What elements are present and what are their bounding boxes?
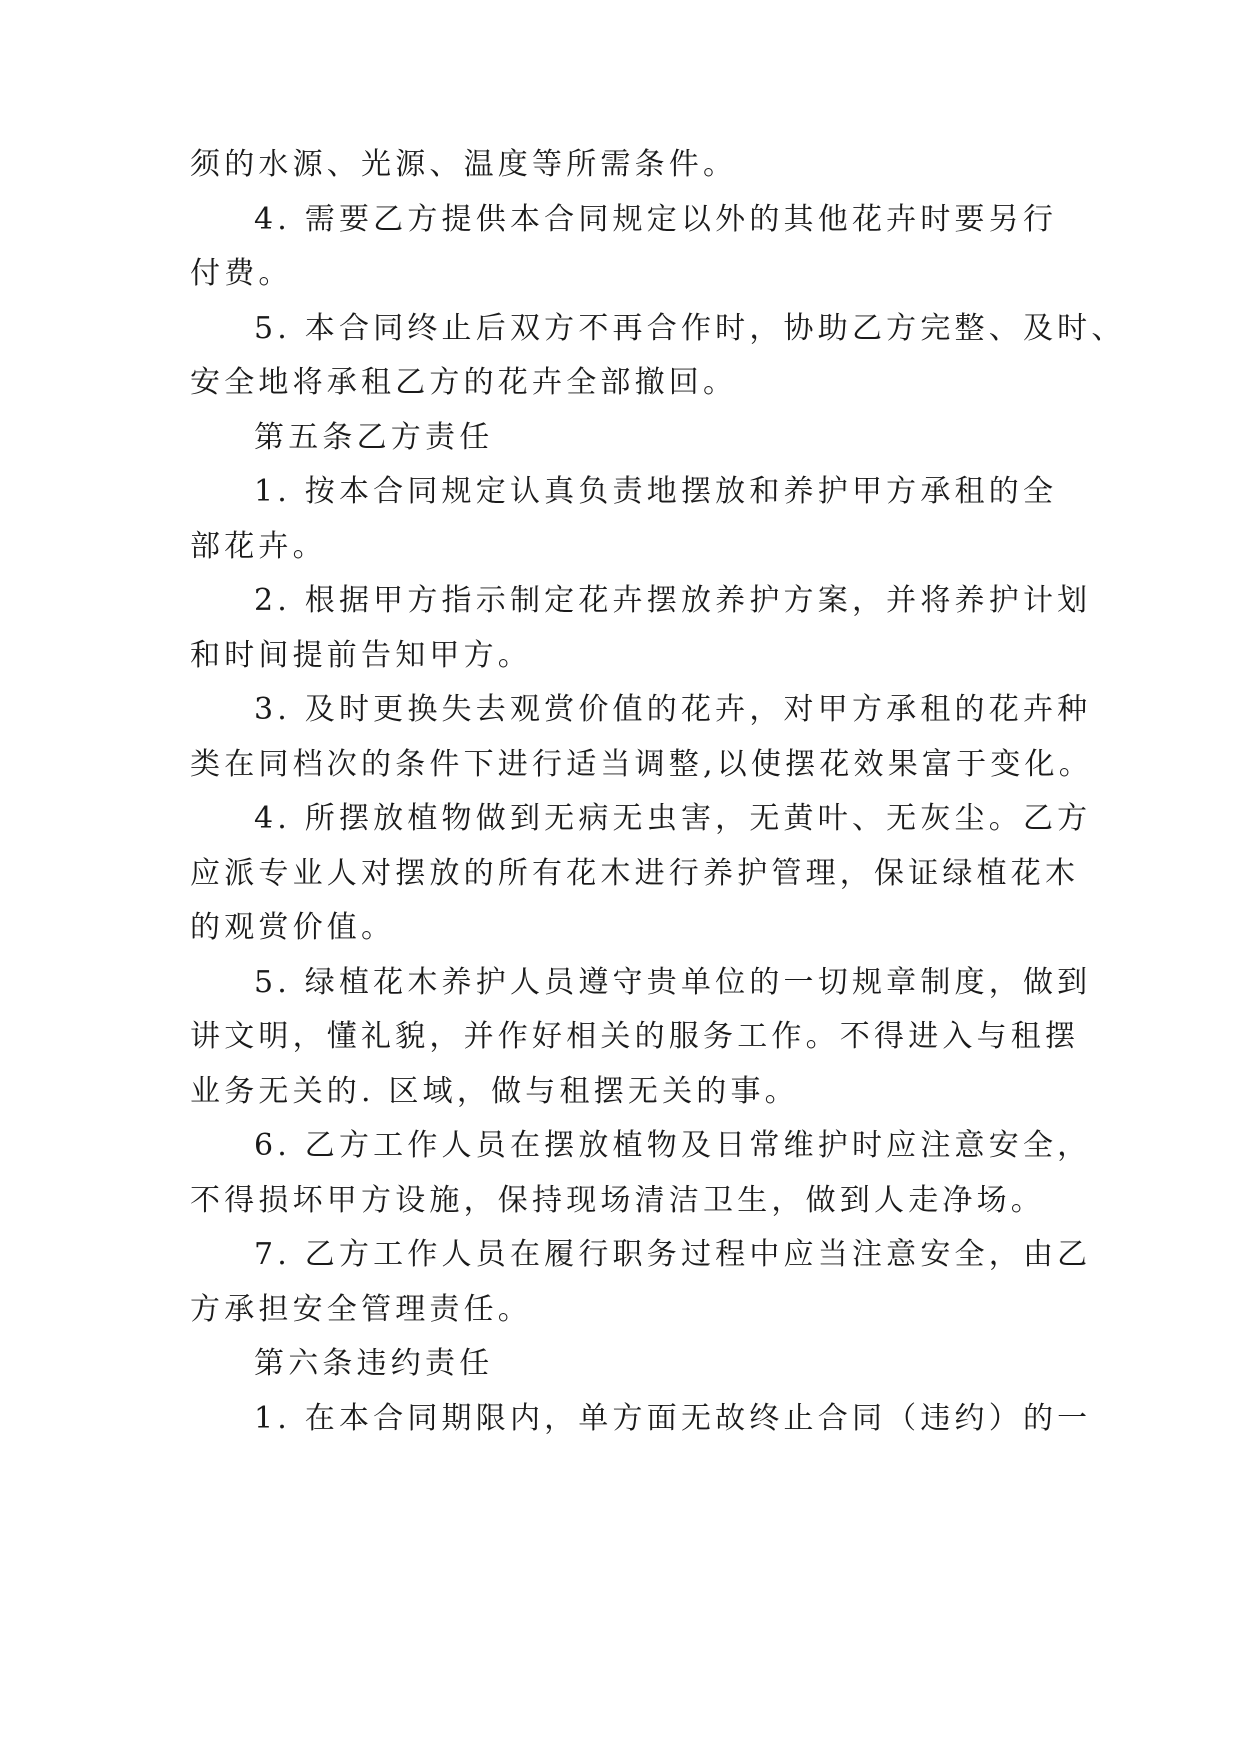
- text-line: 业务无关的. 区域，做与租摆无关的事。: [190, 1074, 799, 1109]
- text-line: 3. 及时更换失去观赏价值的花卉，对甲方承租的花卉种: [254, 692, 1092, 727]
- text-line: 1. 在本合同期限内，单方面无故终止合同（违约）的一: [254, 1401, 1092, 1436]
- text-line: 安全地将承租乙方的花卉全部撤回。: [190, 365, 738, 400]
- text-line: 部花卉。: [190, 529, 327, 564]
- section-heading: 第六条违约责任: [254, 1346, 494, 1381]
- text-line: 1. 按本合同规定认真负责地摆放和养护甲方承租的全: [254, 474, 1058, 509]
- text-line: 5. 绿植花木养护人员遵守贵单位的一切规章制度，做到: [254, 965, 1092, 1000]
- text-line: 7. 乙方工作人员在履行职务过程中应当注意安全，由乙: [254, 1237, 1092, 1272]
- text-line: 类在同档次的条件下进行适当调整,以使摆花效果富于变化。: [190, 747, 1093, 782]
- text-line: 4. 需要乙方提供本合同规定以外的其他花卉时要另行: [254, 202, 1058, 237]
- text-line: 4. 所摆放植物做到无病无虫害，无黄叶、无灰尘。乙方: [254, 801, 1092, 836]
- text-line: 须的水源、光源、温度等所需条件。: [190, 147, 738, 182]
- text-line: 方承担安全管理责任。: [190, 1292, 532, 1327]
- text-line: 6. 乙方工作人员在摆放植物及日常维护时应注意安全，: [254, 1128, 1092, 1163]
- text-line: 讲文明，懂礼貌，并作好相关的服务工作。不得进入与租摆: [190, 1019, 1080, 1054]
- section-heading: 第五条乙方责任: [254, 420, 494, 455]
- text-line: 付费。: [190, 256, 293, 291]
- text-line: 不得损坏甲方设施，保持现场清洁卫生，做到人走净场。: [190, 1183, 1045, 1218]
- text-line: 的观赏价值。: [190, 910, 396, 945]
- text-line: 5. 本合同终止后双方不再合作时，协助乙方完整、及时、: [254, 311, 1126, 346]
- text-line: 应派专业人对摆放的所有花木进行养护管理，保证绿植花木: [190, 856, 1080, 891]
- text-line: 和时间提前告知甲方。: [190, 638, 532, 673]
- text-line: 2. 根据甲方指示制定花卉摆放养护方案，并将养护计划: [254, 583, 1092, 618]
